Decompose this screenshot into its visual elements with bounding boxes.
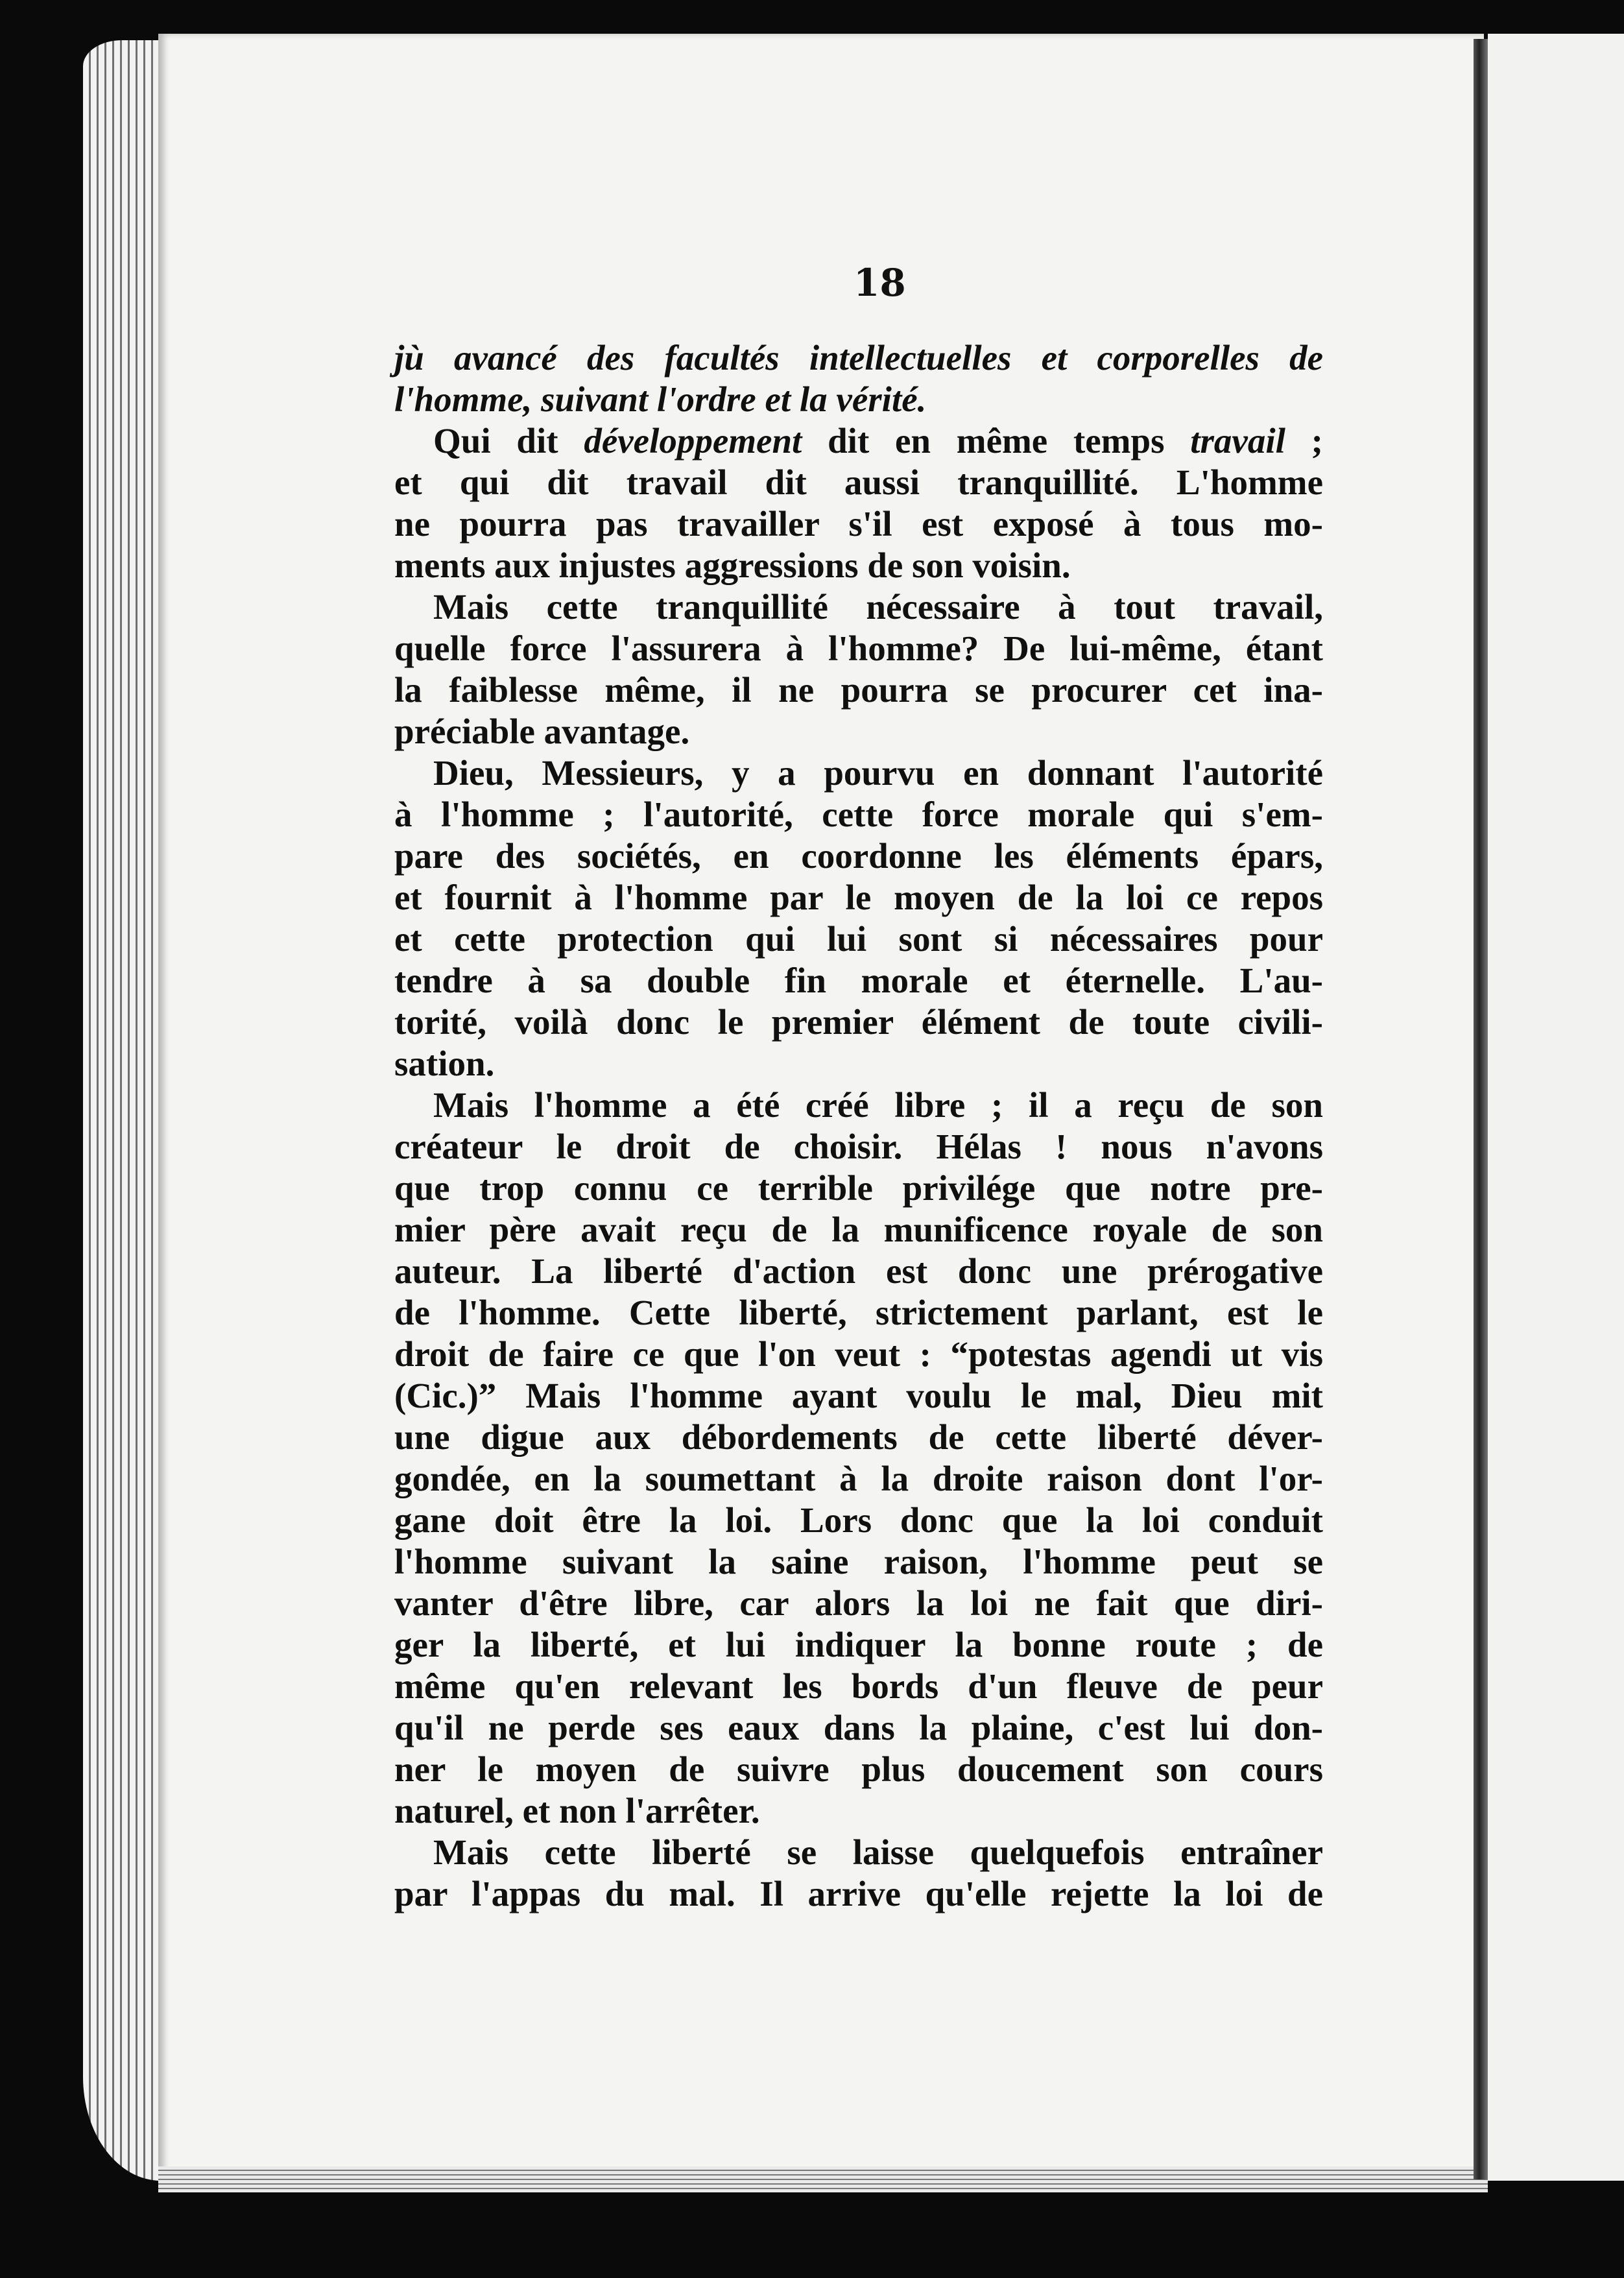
text-line: de l'homme. Cette liberté, strictement parlant, est le bbox=[394, 1293, 1323, 1332]
page-bottom-edges bbox=[158, 2166, 1488, 2192]
text-line: ner le moyen de suivre plus doucement son cours bbox=[394, 1749, 1323, 1789]
text-line: Mais l'homme a été créé libre ; il a reçu de son bbox=[433, 1085, 1323, 1125]
text-line: quelle force l'assurera à l'homme? De lui-même, étant bbox=[394, 629, 1323, 668]
text-line: l'homme, suivant l'ordre et la vérité. bbox=[394, 379, 927, 419]
page-number: 18 bbox=[854, 261, 906, 305]
text-line: pare des sociétés, en coordonne les éléments épars, bbox=[394, 836, 1323, 876]
text-line: (Cic.)” Mais l'homme ayant voulu le mal, Dieu mit bbox=[394, 1376, 1323, 1415]
text-line: naturel, et non l'arrêter. bbox=[394, 1791, 760, 1830]
text-line: et fournit à l'homme par le moyen de la loi ce repos bbox=[394, 878, 1323, 917]
text-run: ; bbox=[1285, 421, 1323, 461]
text-line: la faiblesse même, il ne pourra se procurer cet ina- bbox=[394, 670, 1323, 710]
text-line: Mais cette liberté se laisse quelquefois entraîner bbox=[433, 1832, 1323, 1872]
text-line: que trop connu ce terrible privilége que notre pre- bbox=[394, 1168, 1323, 1208]
text-line: Dieu, Messieurs, y a pourvu en donnant l'autorité bbox=[433, 753, 1323, 793]
text-line: auteur. La liberté d'action est donc une prérogative bbox=[394, 1251, 1323, 1291]
text-line: l'homme suivant la saine raison, l'homme peut se bbox=[394, 1542, 1323, 1581]
facing-page bbox=[1488, 34, 1624, 2181]
text-run: Qui dit bbox=[433, 421, 584, 461]
text-line: gane doit être la loi. Lors donc que la loi conduit bbox=[394, 1500, 1323, 1540]
text-line: ments aux injustes aggressions de son voisin. bbox=[394, 546, 1071, 585]
text-line: et qui dit travail dit aussi tranquillité. L'homme bbox=[394, 462, 1323, 502]
emphasized-word: travail bbox=[1190, 421, 1285, 461]
book-gutter bbox=[1474, 39, 1488, 2179]
text-line bbox=[394, 420, 1323, 462]
text-line: vanter d'être libre, car alors la loi ne fait que diri- bbox=[394, 1583, 1323, 1623]
emphasized-word: développement bbox=[584, 421, 802, 461]
text-run: dit en même temps bbox=[802, 421, 1191, 461]
text-line: ne pourra pas travailler s'il est exposé à tous mo- bbox=[394, 504, 1323, 544]
text-line: droit de faire ce que l'on veut : “potestas agendi ut vis bbox=[394, 1334, 1323, 1374]
text-line: Mais cette tranquillité nécessaire à tout travail, bbox=[433, 587, 1323, 627]
text-line: qu'il ne perde ses eaux dans la plaine, c'est lui don- bbox=[394, 1708, 1323, 1747]
body-text bbox=[394, 337, 1323, 1915]
text-line: sation. bbox=[394, 1044, 495, 1083]
text-line: et cette protection qui lui sont si nécessaires pour bbox=[394, 919, 1323, 959]
text-line: tendre à sa double fin morale et éternelle. L'au- bbox=[394, 961, 1323, 1000]
text-line: créateur le droit de choisir. Hélas ! nous n'avons bbox=[394, 1127, 1323, 1166]
text-line: même qu'en relevant les bords d'un fleuve de peur bbox=[394, 1666, 1323, 1706]
text-line: une digue aux débordements de cette liberté déver- bbox=[394, 1417, 1323, 1457]
text-line: ger la liberté, et lui indiquer la bonne route ; de bbox=[394, 1625, 1323, 1664]
text-line: mier père avait reçu de la munificence royale de son bbox=[394, 1210, 1323, 1249]
text-line: préciable avantage. bbox=[394, 712, 690, 751]
text-line: torité, voilà donc le premier élément de toute civili- bbox=[394, 1002, 1323, 1042]
text-line: gondée, en la soumettant à la droite raison dont l'or- bbox=[394, 1459, 1323, 1498]
text-line: jù avancé des facultés intellectuelles et corporelles de bbox=[394, 338, 1323, 378]
text-line: à l'homme ; l'autorité, cette force morale qui s'em- bbox=[394, 795, 1323, 834]
text-line: par l'appas du mal. Il arrive qu'elle rejette la loi de bbox=[394, 1874, 1323, 1913]
